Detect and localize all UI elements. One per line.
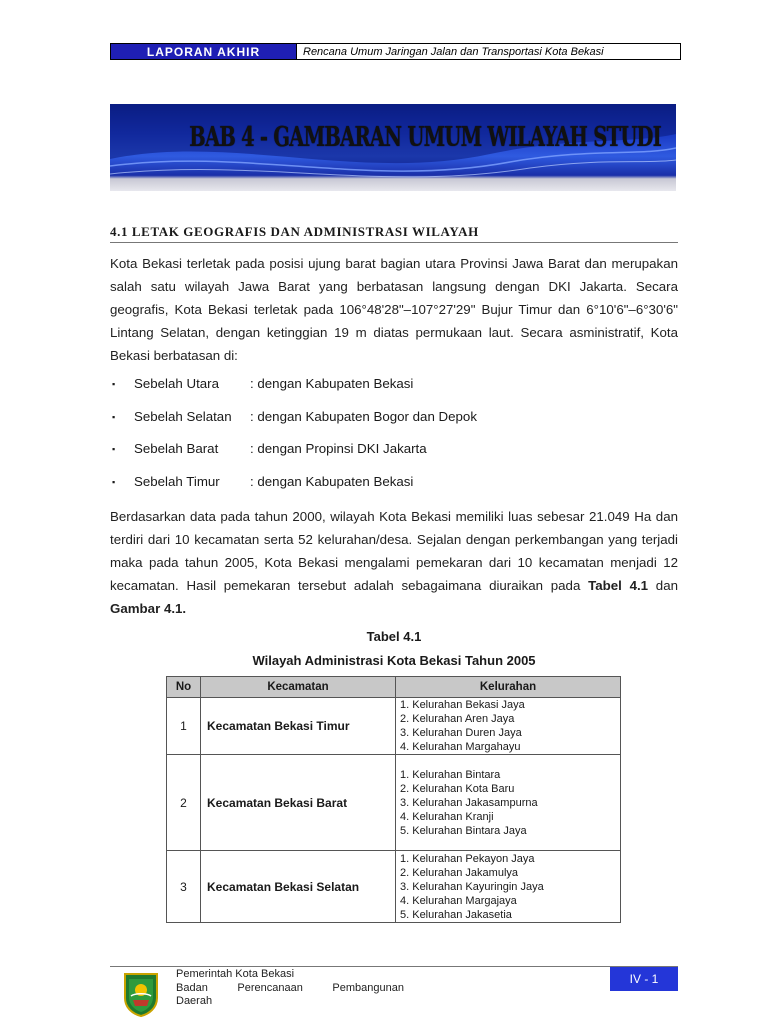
list-item [110, 474, 678, 507]
bullet-icon: ▪ [112, 476, 116, 487]
bullet-icon: ▪ [112, 411, 116, 422]
list-item [110, 376, 678, 409]
chapter-title: BAB 4 - GAMBARAN UMUM WILAYAH STUDI [189, 122, 662, 153]
org-line-1: Pemerintah Kota Bekasi [176, 968, 295, 980]
chapter-banner [110, 104, 676, 191]
column-header-kecamatan: Kecamatan [201, 677, 396, 698]
border-side: Sebelah Barat [134, 441, 219, 456]
list-item [110, 409, 678, 442]
kelurahan-list [396, 755, 621, 851]
section-heading: 4.1 LETAK GEOGRAFIS DAN ADMINISTRASI WILAYAH [110, 224, 678, 243]
kelurahan-item: 2. Kelurahan Kota Baru [400, 782, 515, 795]
kecamatan-name: Kecamatan Bekasi Timur [201, 698, 396, 755]
figure-reference: Gambar 4.1. [110, 601, 187, 616]
border-side: Sebelah Utara [134, 376, 220, 391]
org-line-3: Daerah [176, 995, 213, 1007]
kelurahan-item: 3. Kelurahan Jakasampurna [400, 796, 538, 809]
border-list [110, 376, 678, 506]
kelurahan-item: 1. Kelurahan Bekasi Jaya [400, 699, 525, 711]
table-caption-title: Wilayah Administrasi Kota Bekasi Tahun 2005 [252, 653, 536, 668]
table-row [167, 755, 621, 851]
border-value: : dengan Kabupaten Bogor dan Depok [250, 408, 477, 424]
report-title-label: Rencana Umum Jaringan Jalan dan Transportasi Kota Bekasi [303, 45, 604, 58]
border-value: : dengan Kabupaten Bekasi [250, 376, 414, 391]
table-row [167, 698, 621, 755]
kelurahan-item: 5. Kelurahan Bintara Jaya [400, 824, 527, 837]
bekasi-city-emblem-icon [117, 970, 165, 1018]
kelurahan-item: 4. Kelurahan Margajaya [400, 894, 517, 907]
page-number-badge: IV - 1 [610, 967, 678, 991]
border-value: : dengan Kabupaten Bekasi [250, 473, 414, 489]
administrative-table [166, 676, 621, 923]
report-type-label: LAPORAN AKHIR [111, 44, 297, 59]
kelurahan-item: 4. Kelurahan Kranji [400, 810, 494, 823]
column-header-no: No [167, 677, 201, 698]
table-header-row [167, 677, 621, 698]
footer-divider [110, 966, 678, 967]
kelurahan-item: 4. Kelurahan Margahayu [400, 741, 521, 753]
kecamatan-name: Kecamatan Bekasi Selatan [201, 851, 396, 923]
kelurahan-item: 3. Kelurahan Duren Jaya [400, 727, 522, 739]
kelurahan-item: 1. Kelurahan Bintara [400, 768, 501, 781]
paragraph-area [110, 505, 678, 620]
kelurahan-item: 2. Kelurahan Jakamulya [400, 866, 519, 879]
row-number: 2 [167, 755, 201, 851]
kelurahan-list [396, 698, 621, 755]
org-word: Badan [176, 981, 208, 994]
org-line-2 [176, 982, 404, 996]
bullet-icon: ▪ [112, 444, 116, 454]
paragraph-area-text: Berdasarkan data pada tahun 2000, wilayah Kota Bekasi memiliki luas sebesar 21.049 Ha dan terdiri dari 10 kecamatan serta 52 kelurahan/desa. Sejalan dengan perkembangan yang terjadi maka pada tahun 2005, Kota Bekasi mengalami pemekaran dari 10 kecamatan menjadi 12 kecamatan. Hasil pemekaran tersebut adalah sebagaimana diuraikan pada [110, 509, 678, 593]
org-word: Perencanaan [237, 981, 303, 994]
org-word: Pembangunan [332, 981, 404, 994]
kelurahan-list [396, 851, 621, 923]
kelurahan-item: 1. Kelurahan Pekayon Jaya [400, 852, 535, 865]
table-reference: Tabel 4.1 [588, 578, 649, 593]
paragraph-area-connector: dan [648, 578, 678, 593]
table-row [167, 851, 621, 923]
kelurahan-item: 3. Kelurahan Kayuringin Jaya [400, 880, 544, 893]
row-number: 1 [167, 698, 201, 755]
footer-organization [176, 968, 404, 1009]
column-header-kelurahan: Kelurahan [396, 677, 621, 698]
paragraph-location: Kota Bekasi terletak pada posisi ujung barat bagian utara Provinsi Jawa Barat dan merupakan salah satu wilayah Jawa Barat yang berbatasan langsung dengan DKI Jakarta. Secara geografis, Kota Bekasi terletak pada 106°48'28"–107°27'29" Bujur Timur dan 6°10'6"–6°30'6" Lintang Selatan, dengan ketinggian 19 m diatas permukaan laut. Secara asministratif, Kota Bekasi berbatasan di: [110, 256, 678, 363]
border-side: Sebelah Selatan [134, 408, 232, 424]
list-item [110, 441, 678, 474]
row-number: 3 [167, 851, 201, 923]
border-side: Sebelah Timur [134, 473, 220, 489]
border-value: : dengan Propinsi DKI Jakarta [250, 441, 427, 456]
bullet-icon: ▪ [112, 379, 116, 389]
kecamatan-name: Kecamatan Bekasi Barat [201, 755, 396, 851]
report-header [110, 43, 681, 60]
table-caption-label: Tabel 4.1 [366, 629, 422, 644]
kelurahan-item: 2. Kelurahan Aren Jaya [400, 713, 515, 725]
kelurahan-item: 5. Kelurahan Jakasetia [400, 908, 512, 921]
